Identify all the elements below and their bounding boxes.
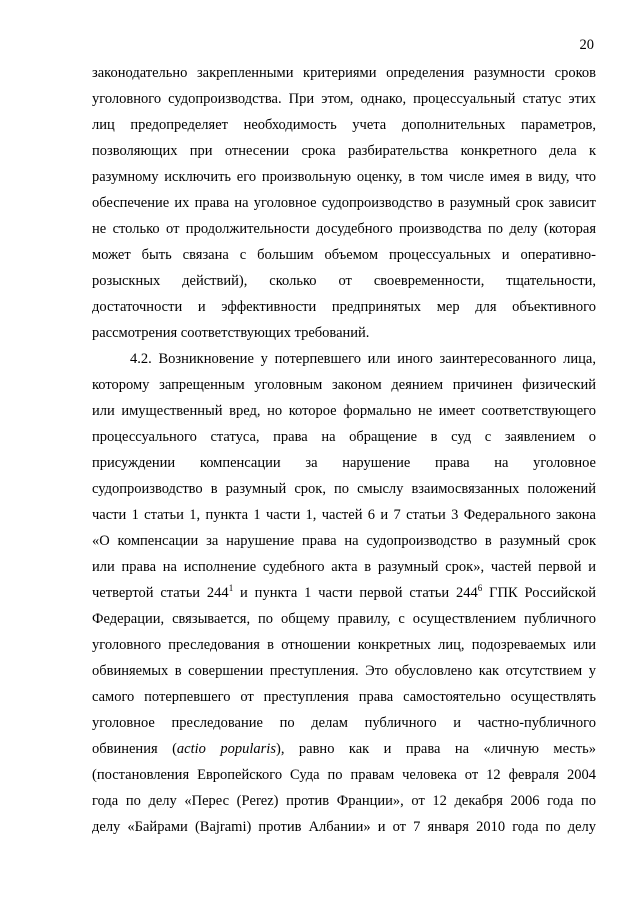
body-text <box>92 60 596 840</box>
text-segment: достаточности и эффективности предпринятых мер для объективного <box>92 299 596 315</box>
text-segment: самого потерпевшего от преступления права самостоятельно осуществлять <box>92 689 596 705</box>
page-number: 20 <box>579 37 594 53</box>
text-segment: разумному исключить его произвольную оценку, в том числе имея в виду, что <box>92 169 596 185</box>
text-line <box>92 242 596 268</box>
text-line <box>92 60 596 86</box>
text-segment: года по делу «Перес (Perez) против Франции», от 12 декабря 2006 года по <box>92 793 596 809</box>
text-line <box>92 164 596 190</box>
text-line <box>92 528 596 554</box>
text-segment: процессуального статуса, права на обращение в суд с заявлением о <box>92 429 596 445</box>
text-line <box>92 450 596 476</box>
text-line <box>92 502 596 528</box>
text-line <box>92 424 596 450</box>
text-line <box>92 398 596 424</box>
text-line <box>92 86 596 112</box>
text-segment: законодательно закрепленными критериями определения разумности сроков <box>92 65 596 81</box>
text-segment: или имущественный вред, но которое формально не имеет соответствующего <box>92 403 596 419</box>
text-segment: ), равно как и права на «личную месть» <box>275 741 596 757</box>
text-segment: розыскных действий), сколько от своевременности, тщательности, <box>92 273 596 289</box>
text-line <box>92 268 596 294</box>
text-line <box>92 814 596 840</box>
text-line <box>92 112 596 138</box>
text-line <box>92 788 596 814</box>
text-line <box>92 632 596 658</box>
text-line <box>92 684 596 710</box>
text-segment: судопроизводство в разумный срок, по смыслу взаимосвязанных положений <box>92 481 596 497</box>
superscript: 6 <box>477 583 483 593</box>
text-line <box>92 138 596 164</box>
text-segment: «О компенсации за нарушение права на судопроизводство в разумный срок <box>92 533 596 549</box>
text-segment: позволяющих при отнесении срока разбирательства конкретного дела к <box>92 143 596 159</box>
superscript: 1 <box>228 583 234 593</box>
text-segment: обвинения ( <box>92 741 177 757</box>
text-segment: 4.2. Возникновение у потерпевшего или иного заинтересованного лица, <box>130 351 596 367</box>
text-segment: не столько от продолжительности досудебного производства по делу (которая <box>92 221 596 237</box>
text-segment: и пункта 1 части первой статьи 244 <box>233 585 478 601</box>
text-line <box>92 294 596 320</box>
text-segment: присуждении компенсации за нарушение права на уголовное <box>92 455 596 471</box>
text-segment: части 1 статьи 1, пункта 1 части 1, частей 6 и 7 статьи 3 Федерального закона <box>92 507 596 523</box>
text-line <box>92 554 596 580</box>
text-segment: обвиняемых в совершении преступления. Это обусловлено как отсутствием у <box>92 663 596 679</box>
text-segment: четвертой статьи 244 <box>92 585 229 601</box>
text-segment: которому запрещенным уголовным законом деянием причинен физический <box>92 377 596 393</box>
text-line <box>92 736 596 762</box>
text-line <box>92 372 596 398</box>
text-segment: или права на исполнение судебного акта в разумный срок», частей первой и <box>92 559 596 575</box>
text-segment: уголовного судопроизводства. При этом, однако, процессуальный статус этих <box>92 91 596 107</box>
text-line <box>92 580 596 606</box>
text-segment: уголовное преследование по делам публичного и частно-публичного <box>92 715 596 731</box>
text-segment: обеспечение их права на уголовное судопроизводство в разумный срок зависит <box>92 195 596 211</box>
text-segment: делу «Байрами (Bajrami) против Албании» и от 7 января 2010 года по делу <box>92 819 596 835</box>
text-segment: рассмотрения соответствующих требований. <box>92 325 370 341</box>
text-segment: (постановления Европейского Суда по правам человека от 12 февраля 2004 <box>92 767 596 783</box>
text-segment: лиц предопределяет необходимость учета дополнительных параметров, <box>92 117 596 133</box>
text-line <box>92 476 596 502</box>
text-line <box>92 320 596 346</box>
text-line <box>92 762 596 788</box>
text-segment: уголовного преследования в отношении конкретных лиц, подозреваемых или <box>92 637 596 653</box>
text-line <box>92 710 596 736</box>
text-segment: ГПК Российской <box>482 585 596 601</box>
italic-term: actio popularis <box>176 741 276 757</box>
text-segment: может быть связана с большим объемом процессуальных и оперативно- <box>92 247 596 263</box>
text-line <box>92 216 596 242</box>
text-line <box>92 190 596 216</box>
text-line <box>92 346 596 372</box>
text-segment: Федерации, связывается, по общему правилу, с осуществлением публичного <box>92 611 596 627</box>
text-line <box>92 606 596 632</box>
text-line <box>92 658 596 684</box>
